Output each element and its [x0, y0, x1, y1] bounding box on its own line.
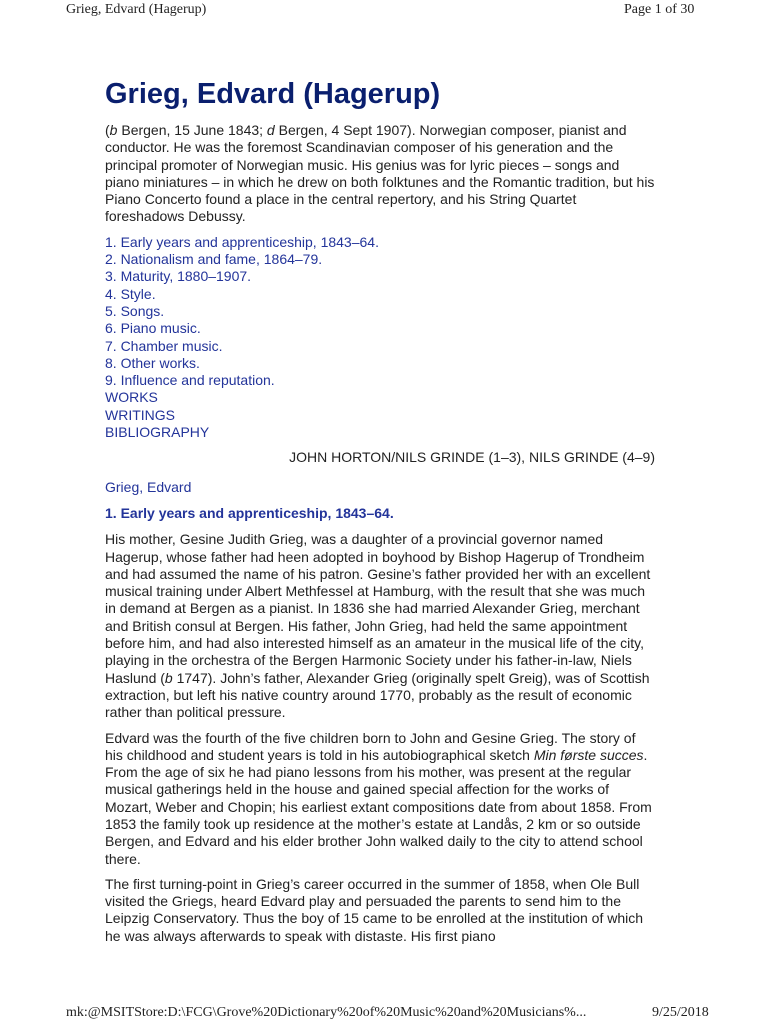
intro-died-abbrev: d	[266, 122, 275, 138]
section-heading: 1. Early years and apprenticeship, 1843–64.	[105, 504, 394, 521]
paragraph-1-born-abbrev: b	[164, 669, 173, 686]
intro-born-abbrev: b	[109, 122, 118, 138]
toc-link-works[interactable]: WORKS	[105, 389, 158, 406]
toc-link-maturity[interactable]: 3. Maturity, 1880–1907.	[105, 268, 252, 285]
header-page-number: Page 1 of 30	[624, 2, 695, 17]
paragraph-2-text-c: . From the age of six he had piano lessons from his mother, was present at the regular musical gatherings held in the house and gained special affection for the works of Mozart, Weber and Chopin; his earliest extant compositions date from about 1858. From 1853 the family took up residence at the mother’s estate at Landås, 2 km or so outside Bergen, and Edvard and his elder brother John walked daily to the city to attend school there.	[105, 746, 652, 867]
author-byline: JOHN HORTON/NILS GRINDE (1–3), NILS GRINDE (4–9)	[289, 449, 655, 466]
intro-text-3: Bergen, 4 Sept 1907). Norwegian composer, pianist and conductor. He was the foremost Scandinavian composer of his generation and the principal promoter of Norwegian music. His genius was for lyric pieces – songs and piano miniatures – in which he drew on both folktunes and the Romantic tradition, but his Piano Concerto found a place in the central repertory, and his String Quartet foreshadows Debussy.	[105, 122, 655, 225]
toc-link-bibliography[interactable]: BIBLIOGRAPHY	[105, 424, 210, 441]
paragraph-2	[105, 730, 655, 868]
intro-text-2: Bergen, 15 June 1843;	[117, 122, 267, 138]
toc-link-writings[interactable]: WRITINGS	[105, 406, 175, 423]
table-of-contents	[105, 234, 655, 442]
paragraph-3: The first turning-point in Grieg’s career occurred in the summer of 1858, when Ole Bull visited the Griegs, heard Edvard play and persuaded the parents to send him to the Leipzig Conservatory. Thus the boy of 15 came to be enrolled at the institution of which he was always afterwards to speak with distaste. His first piano	[105, 875, 644, 944]
toc-link-chamber-music[interactable]: 7. Chamber music.	[105, 337, 223, 354]
breadcrumb-link[interactable]: Grieg, Edvard	[105, 478, 192, 495]
footer-source-path: mk:@MSITStore:D:\FCG\Grove%20Dictionary%20of%20Music%20and%20Musicians%...	[66, 1005, 587, 1020]
toc-link-style[interactable]: 4. Style.	[105, 285, 156, 302]
footer-date: 9/25/2018	[652, 1005, 709, 1020]
paragraph-1-text-c: 1747). John’s father, Alexander Grieg (originally spelt Greig), was of Scottish extraction, but left his native country around 1770, probably as the result of economic rather than political pressure.	[105, 669, 650, 721]
paragraph-1	[105, 531, 655, 721]
paragraph-2-work-title: Min første succes	[533, 746, 644, 763]
toc-link-piano-music[interactable]: 6. Piano music.	[105, 320, 201, 337]
intro-text-1: (	[105, 122, 110, 138]
toc-link-early-years[interactable]: 1. Early years and apprenticeship, 1843–64.	[105, 233, 379, 250]
paragraph-1-text-a: His mother, Gesine Judith Grieg, was a daughter of a provincial governor named Hagerup, whose father had heen adopted in boyhood by Bishop Hagerup of Trondheim and had assumed the name of his patron. Gesine’s father provided her with an excellent musical training under Albert Methfessel at Hamburg, with the result that she was much in demand at Bergen as a pianist. In 1836 she had married Alexander Grieg, merchant and British consul at Bergen. His father, John Grieg, had held the same appointment before him, and had also interested himself as an amateur in the musical life of the city, playing in the orchestra of the Bergen Harmonic Society under his father-in-law, Niels Haslund (	[105, 531, 651, 686]
intro-paragraph	[105, 122, 655, 226]
toc-link-influence[interactable]: 9. Influence and reputation.	[105, 372, 275, 389]
article-title: Grieg, Edvard (Hagerup)	[105, 78, 441, 110]
article-body	[105, 74, 655, 953]
header-title: Grieg, Edvard (Hagerup)	[66, 2, 207, 17]
toc-link-songs[interactable]: 5. Songs.	[105, 302, 165, 319]
toc-link-other-works[interactable]: 8. Other works.	[105, 354, 200, 371]
toc-link-nationalism[interactable]: 2. Nationalism and fame, 1864–79.	[105, 251, 323, 268]
paragraph-2-text-a: Edvard was the fourth of the five children born to John and Gesine Grieg. The story of his childhood and student years is told in his autobiographical sketch	[105, 729, 636, 763]
